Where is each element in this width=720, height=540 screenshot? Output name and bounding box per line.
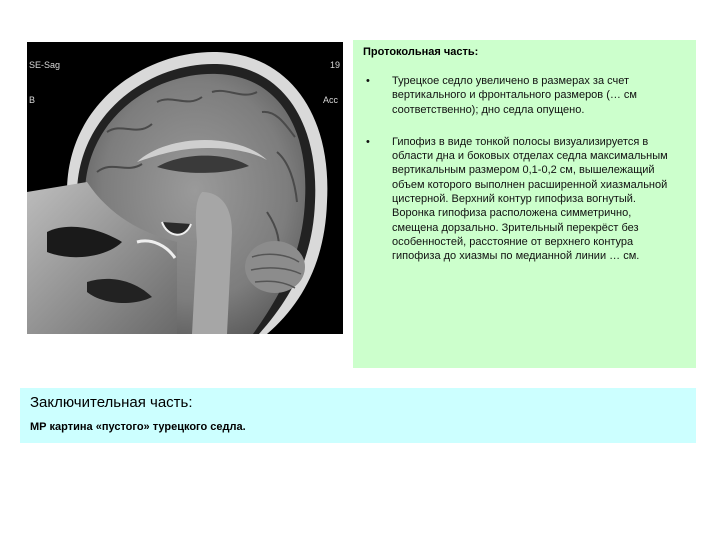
protocol-title: Протокольная часть: bbox=[363, 46, 479, 58]
protocol-item-text: Турецкое седло увеличено в размерах за счет вертикального и фронтального размеров (… см соответственно); дно седла опущено. bbox=[392, 75, 637, 116]
protocol-item-text: Гипофиз в виде тонкой полосы визуализируется в области дна и боковых отделах седла максимальным вертикальным размером 0,1-0,2 см, вышележащий объем которого выполнен расширенной хиазмальной цистерной. Верхний контур гипофиза вогнутый. Воронка гипофиза расположена симметрично, смещена дорзально. Зрительный перекрёст без особенностей, расстояние от верхнего контура гипофиза до хиазмы по медианной линии … см. bbox=[392, 135, 668, 263]
conclusion-title: Заключительная часть: bbox=[30, 394, 193, 411]
mri-acc-label: Acc bbox=[323, 95, 339, 105]
bullet-icon: • bbox=[366, 135, 370, 148]
mri-sequence-label: SE-Sag bbox=[29, 60, 61, 70]
bullet-icon: • bbox=[366, 75, 370, 87]
mri-number-label: 19 bbox=[330, 60, 341, 70]
protocol-item bbox=[363, 74, 688, 117]
protocol-item bbox=[363, 135, 688, 264]
protocol-section bbox=[353, 40, 696, 368]
conclusion-text: МР картина «пустого» турецкого седла. bbox=[30, 421, 246, 433]
conclusion-section bbox=[20, 388, 696, 443]
mri-brain-drawing bbox=[27, 42, 343, 334]
mri-left-label: B bbox=[29, 95, 36, 105]
mri-sagittal-image bbox=[27, 42, 343, 334]
